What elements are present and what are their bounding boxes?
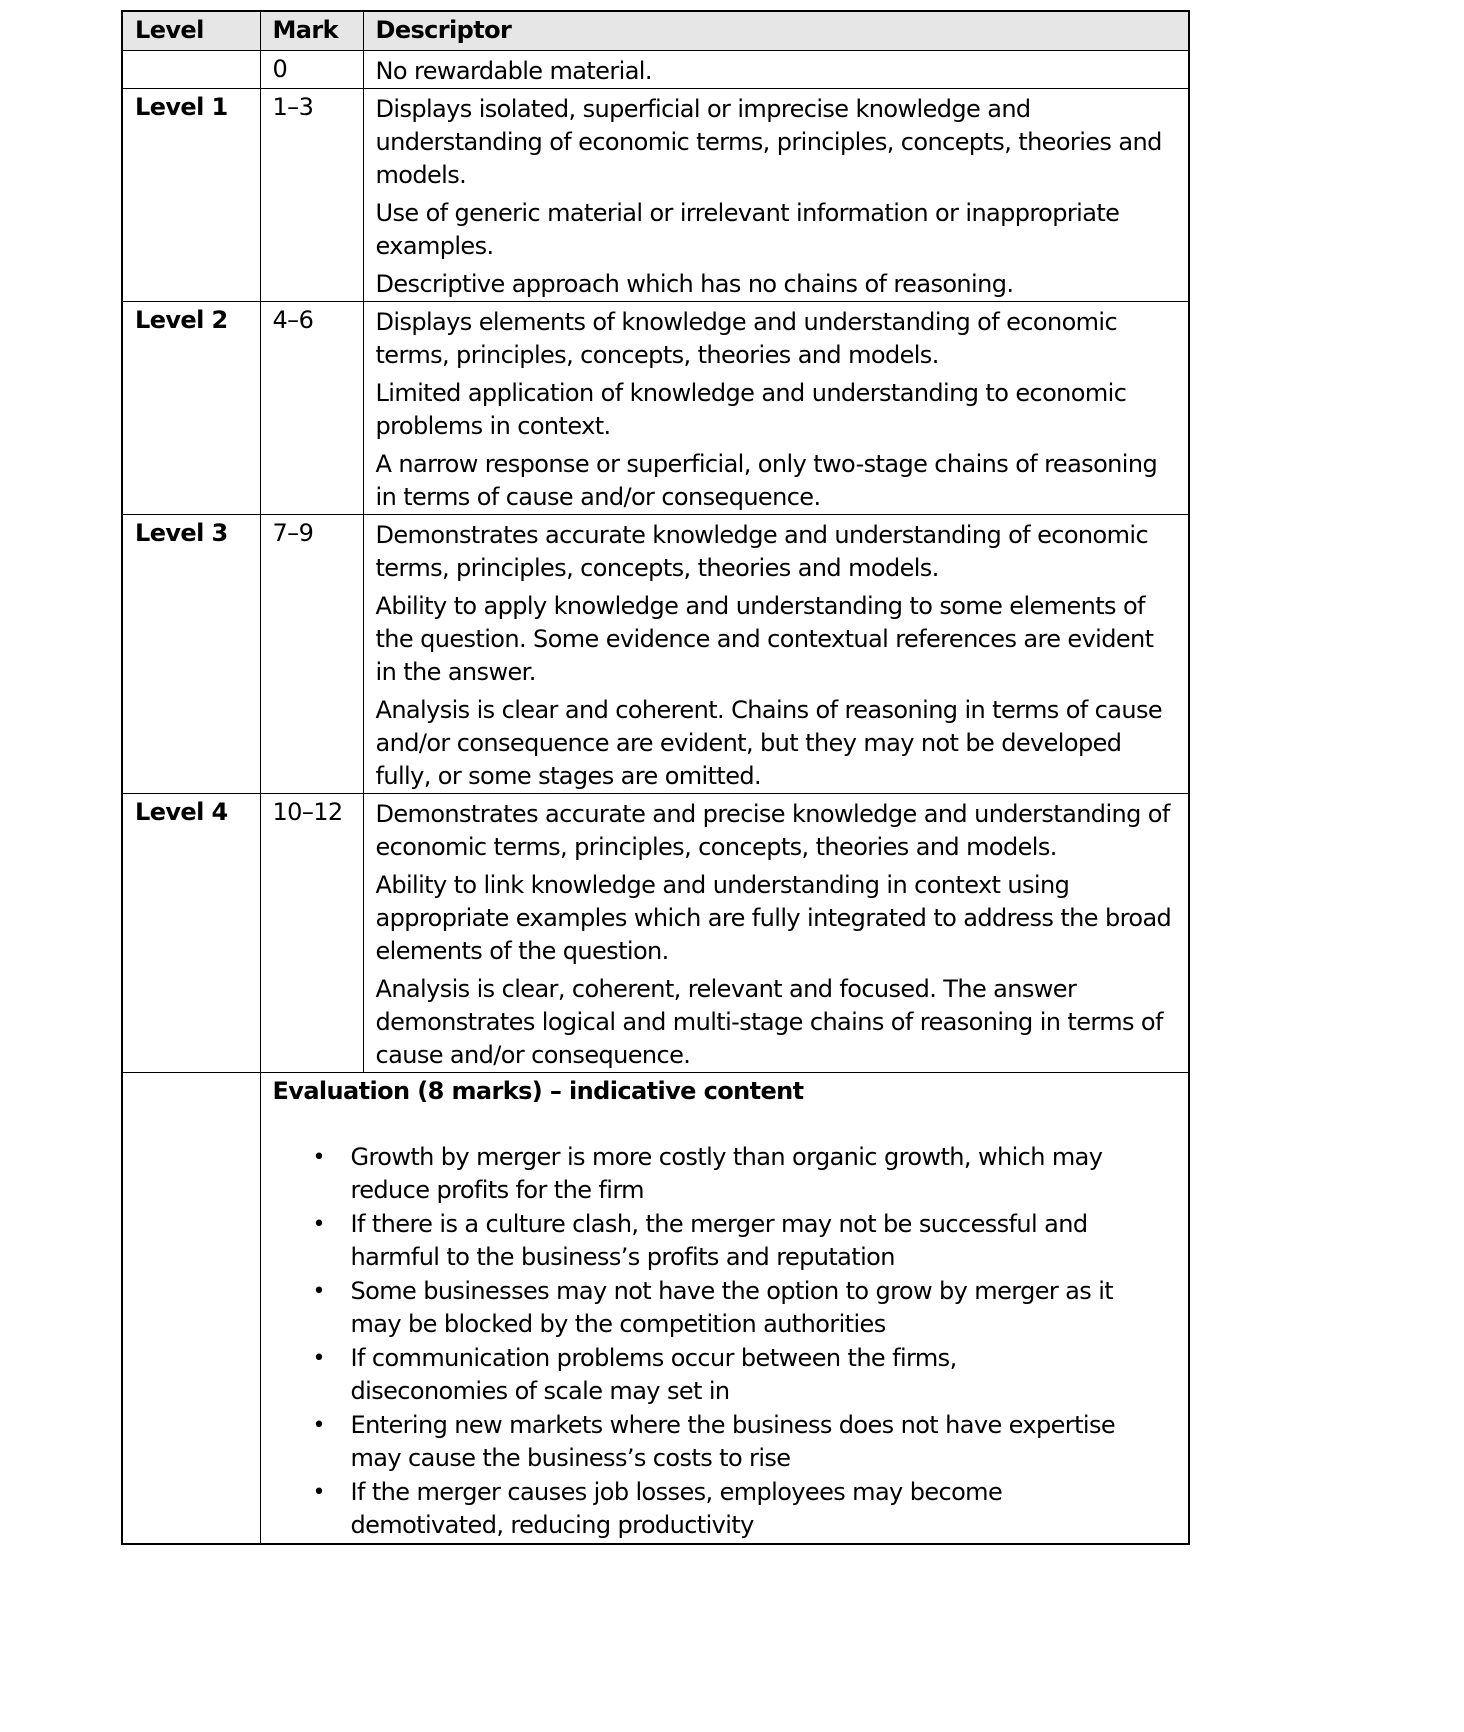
header-descriptor: Descriptor bbox=[363, 11, 1189, 51]
descriptor-text: Demonstrates accurate and precise knowledge and understanding of economic terms, principles, concepts, theories and models. bbox=[375, 800, 1170, 861]
list-item-text: If the merger causes job losses, employees may become demotivated, reducing productivity bbox=[350, 1478, 1003, 1539]
descriptor-cell bbox=[363, 794, 1189, 1073]
table-row-level-1 bbox=[122, 89, 1189, 302]
descriptor-cell bbox=[363, 302, 1189, 515]
list-item bbox=[312, 1409, 1177, 1475]
descriptor-text: Ability to apply knowledge and understanding to some elements of the question. Some evidence and contextual references are evident in the answer. bbox=[375, 592, 1154, 686]
header-level: Level bbox=[122, 11, 260, 51]
descriptor-text: Analysis is clear, coherent, relevant and focused. The answer demonstrates logical and multi-stage chains of reasoning in terms of cause and/or consequence. bbox=[375, 975, 1163, 1069]
descriptor-text: Analysis is clear and coherent. Chains of reasoning in terms of cause and/or consequence are evident, but they may not be developed fully, or some stages are omitted. bbox=[375, 696, 1163, 790]
bullet-icon: • bbox=[312, 1480, 325, 1505]
list-item bbox=[312, 1141, 1177, 1207]
list-item-text: Entering new markets where the business does not have expertise may cause the business’s costs to rise bbox=[350, 1411, 1116, 1472]
list-item-text: Growth by merger is more costly than organic growth, which may reduce profits for the firm bbox=[350, 1143, 1103, 1204]
descriptor-text: Limited application of knowledge and understanding to economic problems in context. bbox=[375, 379, 1127, 440]
mark-cell: 10–12 bbox=[260, 794, 363, 1073]
bullet-icon: • bbox=[312, 1346, 325, 1371]
level-cell: Level 4 bbox=[122, 794, 260, 1073]
level-cell: Level 3 bbox=[122, 515, 260, 794]
level-cell: Level 2 bbox=[122, 302, 260, 515]
descriptor-text: No rewardable material. bbox=[375, 57, 652, 85]
bullet-icon: • bbox=[312, 1145, 325, 1170]
list-item-text: If communication problems occur between the firms, diseconomies of scale may set in bbox=[350, 1344, 957, 1405]
mark-scheme-document bbox=[121, 10, 1190, 1545]
list-item bbox=[312, 1342, 1177, 1408]
levels-table bbox=[121, 10, 1190, 1545]
descriptor-text: Use of generic material or irrelevant information or inappropriate examples. bbox=[375, 199, 1120, 260]
mark-cell: 1–3 bbox=[260, 89, 363, 302]
list-item bbox=[312, 1476, 1177, 1542]
bullet-icon: • bbox=[312, 1413, 325, 1438]
descriptor-text: Displays elements of knowledge and understanding of economic terms, principles, concepts, theories and models. bbox=[375, 308, 1118, 369]
descriptor-text: Ability to link knowledge and understanding in context using appropriate examples which are fully integrated to address the broad elements of the question. bbox=[375, 871, 1172, 965]
evaluation-list bbox=[273, 1141, 1177, 1542]
descriptor-text: A narrow response or superficial, only two-stage chains of reasoning in terms of cause and/or consequence. bbox=[375, 450, 1158, 511]
mark-cell: 0 bbox=[260, 51, 363, 89]
evaluation-row bbox=[122, 1073, 1189, 1545]
evaluation-cell bbox=[260, 1073, 1189, 1545]
table-row-level-3 bbox=[122, 515, 1189, 794]
descriptor-text: Demonstrates accurate knowledge and understanding of economic terms, principles, concepts, theories and models. bbox=[375, 521, 1149, 582]
table-row-level-2 bbox=[122, 302, 1189, 515]
table-row-level-4 bbox=[122, 794, 1189, 1073]
descriptor-text: Displays isolated, superficial or imprecise knowledge and understanding of economic terms, principles, concepts, theories and models. bbox=[375, 95, 1162, 189]
header-mark: Mark bbox=[260, 11, 363, 51]
mark-cell: 7–9 bbox=[260, 515, 363, 794]
bullet-icon: • bbox=[312, 1212, 325, 1237]
list-item-text: If there is a culture clash, the merger may not be successful and harmful to the business’s profits and reputation bbox=[350, 1210, 1088, 1271]
list-item bbox=[312, 1275, 1177, 1341]
level-cell: Level 1 bbox=[122, 89, 260, 302]
descriptor-cell bbox=[363, 51, 1189, 89]
bullet-icon: • bbox=[312, 1279, 325, 1304]
list-item-text: Some businesses may not have the option to grow by merger as it may be blocked by the competition authorities bbox=[350, 1277, 1114, 1338]
mark-cell: 4–6 bbox=[260, 302, 363, 515]
descriptor-cell bbox=[363, 89, 1189, 302]
table-row-level-0 bbox=[122, 51, 1189, 89]
evaluation-empty-cell bbox=[122, 1073, 260, 1545]
evaluation-title: Evaluation (8 marks) – indicative content bbox=[272, 1077, 804, 1105]
descriptor-cell bbox=[363, 515, 1189, 794]
level-cell bbox=[122, 51, 260, 89]
table-header-row bbox=[122, 11, 1189, 51]
descriptor-text: Descriptive approach which has no chains of reasoning. bbox=[375, 270, 1014, 298]
list-item bbox=[312, 1208, 1177, 1274]
